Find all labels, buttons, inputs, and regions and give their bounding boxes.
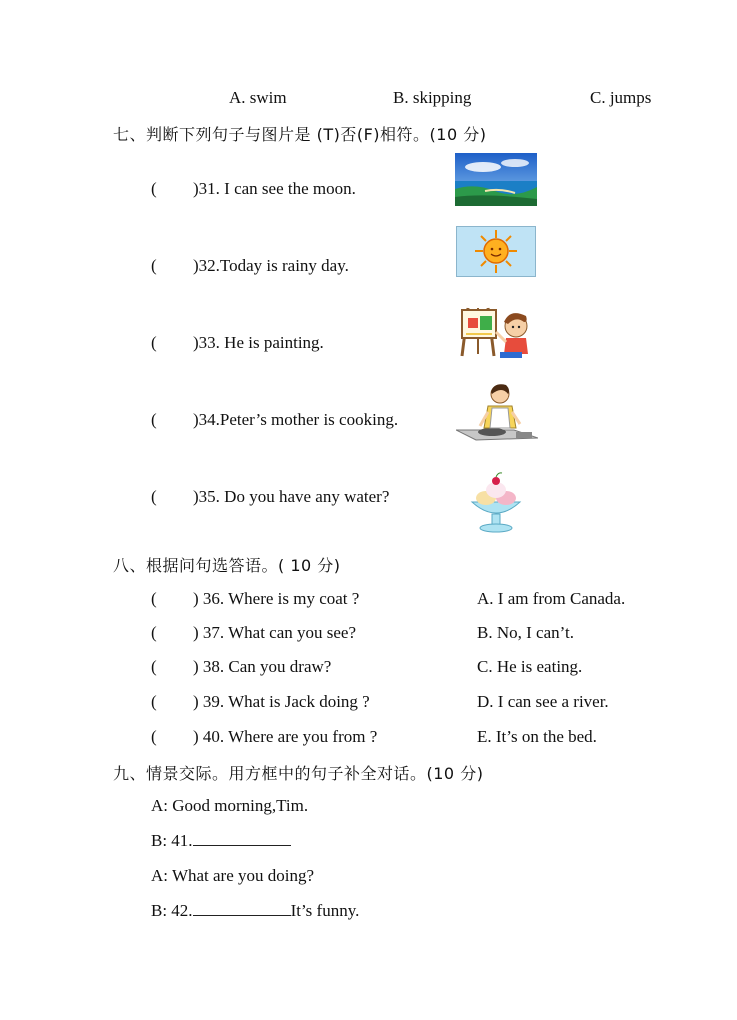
dialogue-prefix: B: 42. bbox=[151, 901, 193, 920]
answer-text: A. I am from Canada. bbox=[477, 589, 626, 608]
item-text: )31. I can see the moon. bbox=[193, 179, 356, 198]
ice-cream-picture bbox=[466, 472, 526, 534]
answer-text: B. No, I can’t. bbox=[477, 623, 574, 642]
question-text: ) 36. Where is my coat ? bbox=[193, 589, 360, 608]
answer-text: D. I can see a river. bbox=[477, 692, 609, 711]
paren: ( bbox=[151, 333, 157, 352]
paren: ( bbox=[151, 623, 157, 642]
paren: ( bbox=[151, 589, 157, 608]
section9-title: 九、情景交际。用方框中的句子补全对话。(10 分) bbox=[113, 764, 484, 783]
cooking-mother-picture bbox=[456, 382, 538, 446]
paren: ( bbox=[151, 692, 157, 711]
paren: ( bbox=[151, 410, 157, 429]
item-text: )35. Do you have any water? bbox=[193, 487, 390, 506]
paren: ( bbox=[151, 727, 157, 746]
option-a: A. swim bbox=[229, 88, 287, 107]
dialogue-line-3: A: What are you doing? bbox=[151, 866, 315, 885]
paren: ( bbox=[151, 487, 157, 506]
answer-blank-41[interactable] bbox=[193, 831, 291, 846]
section8-title: 八、根据问句选答语。( 10 分) bbox=[113, 556, 341, 575]
item-text: )32.Today is rainy day. bbox=[193, 256, 349, 275]
dialogue-line-41 bbox=[151, 831, 291, 851]
dialogue-prefix: B: 41. bbox=[151, 831, 193, 850]
dialogue-line-42 bbox=[151, 901, 359, 921]
dialogue-suffix: It’s funny. bbox=[290, 901, 360, 920]
question-text: ) 38. Can you draw? bbox=[193, 657, 332, 676]
item-text: )34.Peter’s mother is cooking. bbox=[193, 410, 399, 429]
question-text: ) 39. What is Jack doing ? bbox=[193, 692, 370, 711]
dialogue-line-1: A: Good morning,Tim. bbox=[151, 796, 309, 815]
painting-boy-picture bbox=[458, 298, 540, 360]
question-text: ) 37. What can you see? bbox=[193, 623, 357, 642]
item-text: )33. He is painting. bbox=[193, 333, 324, 352]
sun-picture bbox=[456, 226, 536, 277]
answer-text: E. It’s on the bed. bbox=[477, 727, 597, 746]
paren: ( bbox=[151, 256, 157, 275]
section7-title: 七、判断下列句子与图片是 (T)否(F)相符。(10 分) bbox=[113, 125, 487, 144]
answer-text: C. He is eating. bbox=[477, 657, 583, 676]
question-text: ) 40. Where are you from ? bbox=[193, 727, 378, 746]
answer-blank-42[interactable] bbox=[193, 901, 291, 916]
paren: ( bbox=[151, 179, 157, 198]
seascape-picture bbox=[455, 153, 537, 206]
option-b: B. skipping bbox=[393, 88, 472, 107]
paren: ( bbox=[151, 657, 157, 676]
option-c: C. jumps bbox=[590, 88, 652, 107]
